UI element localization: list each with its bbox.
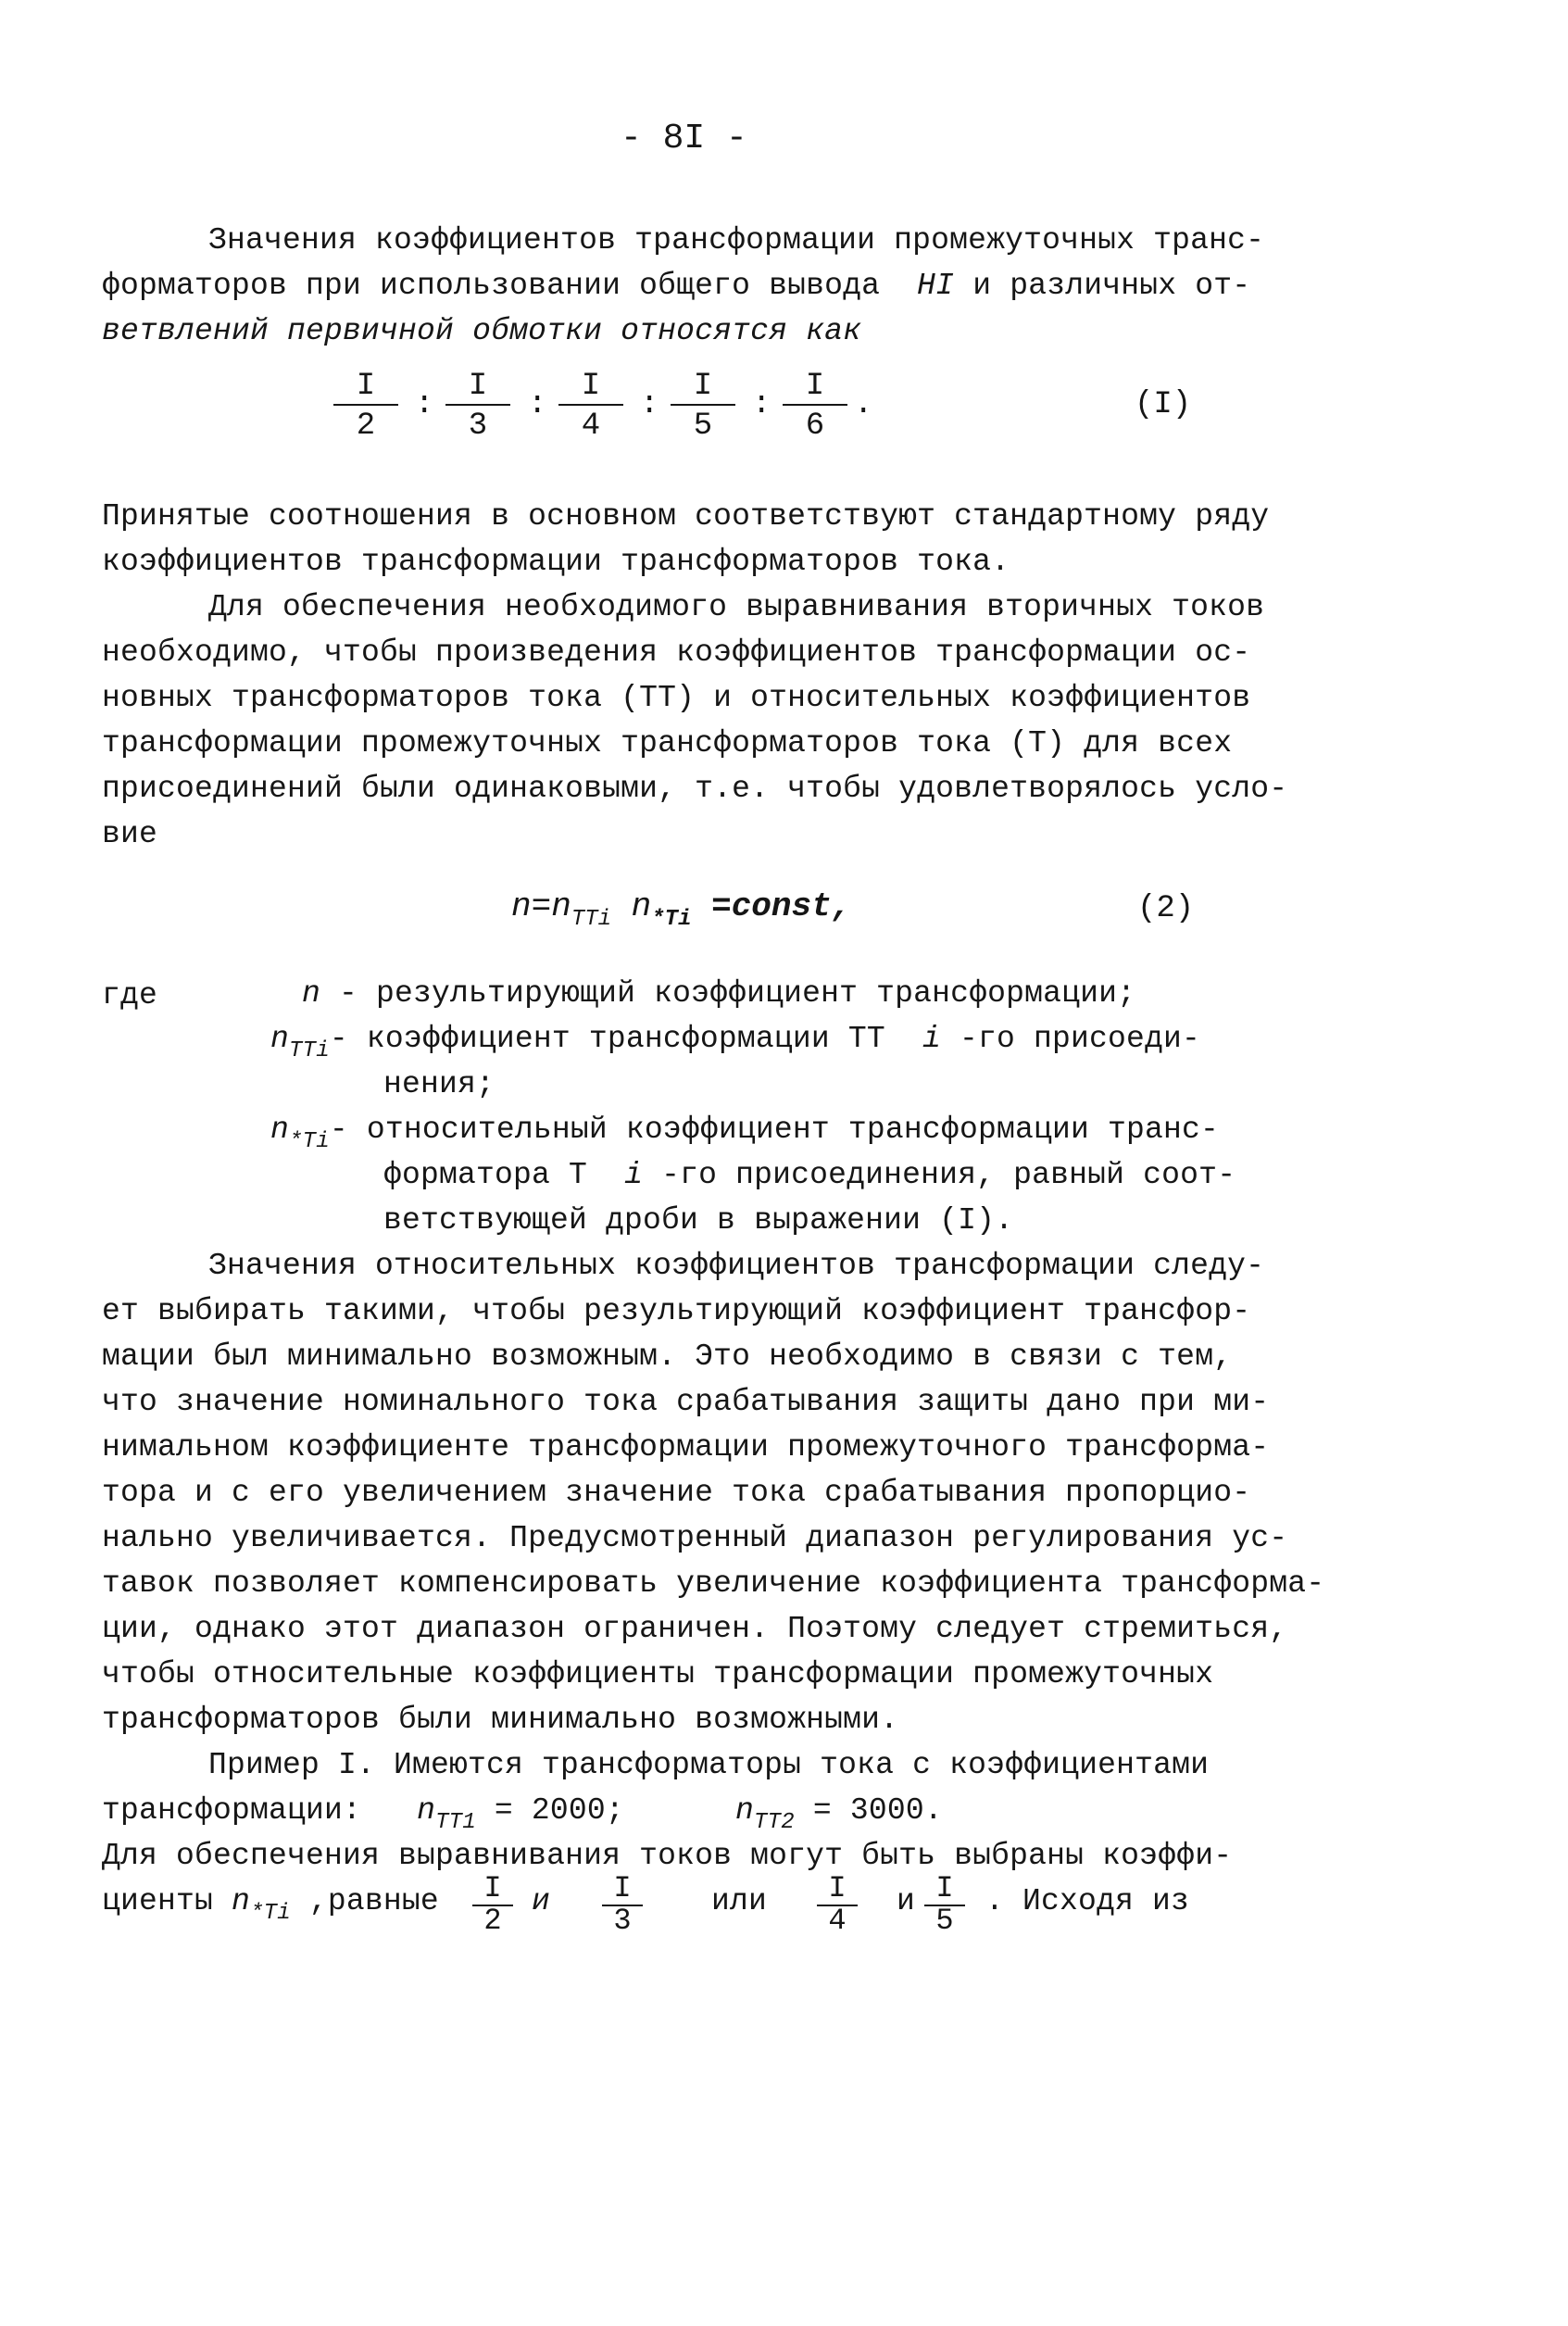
example-or: или <box>711 1884 768 1918</box>
para3-line-6: вие <box>102 817 158 851</box>
example-fraction-4: $\frac{I}{5}$ <box>924 1873 965 1934</box>
example-and-2: и <box>897 1884 916 1918</box>
para4-line-5: нимальном коэффициенте трансформации промежуточного трансформа- <box>102 1430 1270 1465</box>
equation-number-1: (I) <box>1135 387 1192 422</box>
example-fraction-3: $\frac{I}{4}$ <box>817 1873 858 1934</box>
ratio-fraction-2: $\frac{I}{3}$ <box>445 369 510 443</box>
ratio-colon-4: : <box>752 387 771 422</box>
where-label: где <box>102 978 158 1012</box>
para2-line-1: Принятые соотношения в основном соответствуют стандартному ряду <box>102 499 1270 534</box>
def-n-tt-cont: нения; <box>383 1067 495 1101</box>
para4-line-3: мации был минимально возможным. Это необходимо в связи с тем, <box>102 1339 1233 1374</box>
para4-line-8: тавок позволяет компенсировать увеличение коэффициента трансформа- <box>102 1566 1325 1601</box>
ratio-colon-1: : <box>415 387 434 422</box>
para3-line-5: присоединений были одинаковыми, т.е. чтобы удовлетворялось усло- <box>102 772 1288 806</box>
para4-line-1: Значения относительных коэффициентов трансформации следу- <box>208 1249 1265 1283</box>
para4-line-6: тора и с его увеличением значение тока срабатывания пропорцио- <box>102 1476 1251 1510</box>
ratio-fraction-4: $\frac{I}{5}$ <box>671 369 735 443</box>
ratio-period: . <box>854 387 873 422</box>
para4-line-11: трансформаторов были минимально возможными. <box>102 1703 899 1737</box>
terminal-label: HI <box>917 269 955 303</box>
ratio-colon-3: : <box>640 387 659 422</box>
ratio-fraction-1: $\frac{I}{2}$ <box>333 369 398 443</box>
example-line-4-start: циенты $n_{*Ti}$ ,равные <box>102 1884 439 1926</box>
def-n-t-cont-1: форматора Т i -го присоединения, равный соот- <box>383 1158 1236 1192</box>
equation-number-2: (2) <box>1137 891 1195 926</box>
para1-line-1: Значения коэффициентов трансформации промежуточных транс- <box>208 223 1265 258</box>
para3-line-4: трансформации промежуточных трансформаторов тока (Т) для всех <box>102 726 1233 761</box>
example-fraction-2: $\frac{I}{3}$ <box>602 1873 643 1934</box>
example-line-4-end: . Исходя из <box>985 1884 1190 1918</box>
para2-line-2: коэффициентов трансформации трансформаторов тока. <box>102 545 1010 579</box>
para4-line-4: что значение номинального тока срабатывания защиты дано при ми- <box>102 1385 1270 1419</box>
example-line-1: Пример I. Имеются трансформаторы тока с коэффициентами <box>208 1748 1210 1782</box>
example-line-3: Для обеспечения выравнивания токов могут быть выбраны коэффи- <box>102 1839 1233 1873</box>
ratio-colon-2: : <box>528 387 547 422</box>
main-formula: $n=n_{TTi}$ $n_{*Ti}$ =const, <box>511 887 852 932</box>
ratio-fraction-3: $\frac{I}{4}$ <box>558 369 623 443</box>
example-line-2: трансформации: $n_{TT1} = 2000$; $n_{TT2} = 3000$. <box>102 1793 943 1835</box>
ratio-fraction-5: $\frac{I}{6}$ <box>783 369 847 443</box>
def-n: n - результирующий коэффициент трансформации; <box>302 976 1136 1011</box>
example-and-1: и <box>532 1884 551 1918</box>
para1-line-2: форматоров при использовании общего вывода HI и различных от- <box>102 269 1251 303</box>
para3-line-3: новных трансформаторов тока (ТТ) и относительных коэффициентов <box>102 681 1251 715</box>
example-fraction-1: $\frac{I}{2}$ <box>472 1873 513 1934</box>
para4-line-2: ет выбирать такими, чтобы результирующий коэффициент трансфор- <box>102 1294 1251 1328</box>
def-n-t: $n_{*Ti}-$ относительный коэффициент трансформации транс- <box>270 1113 1219 1154</box>
para4-line-7: нально увеличивается. Предусмотренный диапазон регулирования ус- <box>102 1521 1288 1555</box>
def-n-tt: $n_{TTi}-$ коэффициент трансформации ТТ i -го присоеди- <box>270 1022 1201 1063</box>
para3-line-1: Для обеспечения необходимого выравнивания вторичных токов <box>208 590 1265 624</box>
para4-line-9: ции, однако этот диапазон ограничен. Поэтому следует стремиться, <box>102 1612 1288 1646</box>
para4-line-10: чтобы относительные коэффициенты трансформации промежуточных <box>102 1657 1214 1691</box>
para3-line-2: необходимо, чтобы произведения коэффициентов трансформации ос- <box>102 635 1251 670</box>
para1-line-3: ветвлений первичной обмотки относятся как <box>102 314 862 348</box>
def-n-t-cont-2: ветствующей дроби в выражении (I). <box>383 1203 1014 1238</box>
page-number: - 8I - <box>621 119 747 158</box>
